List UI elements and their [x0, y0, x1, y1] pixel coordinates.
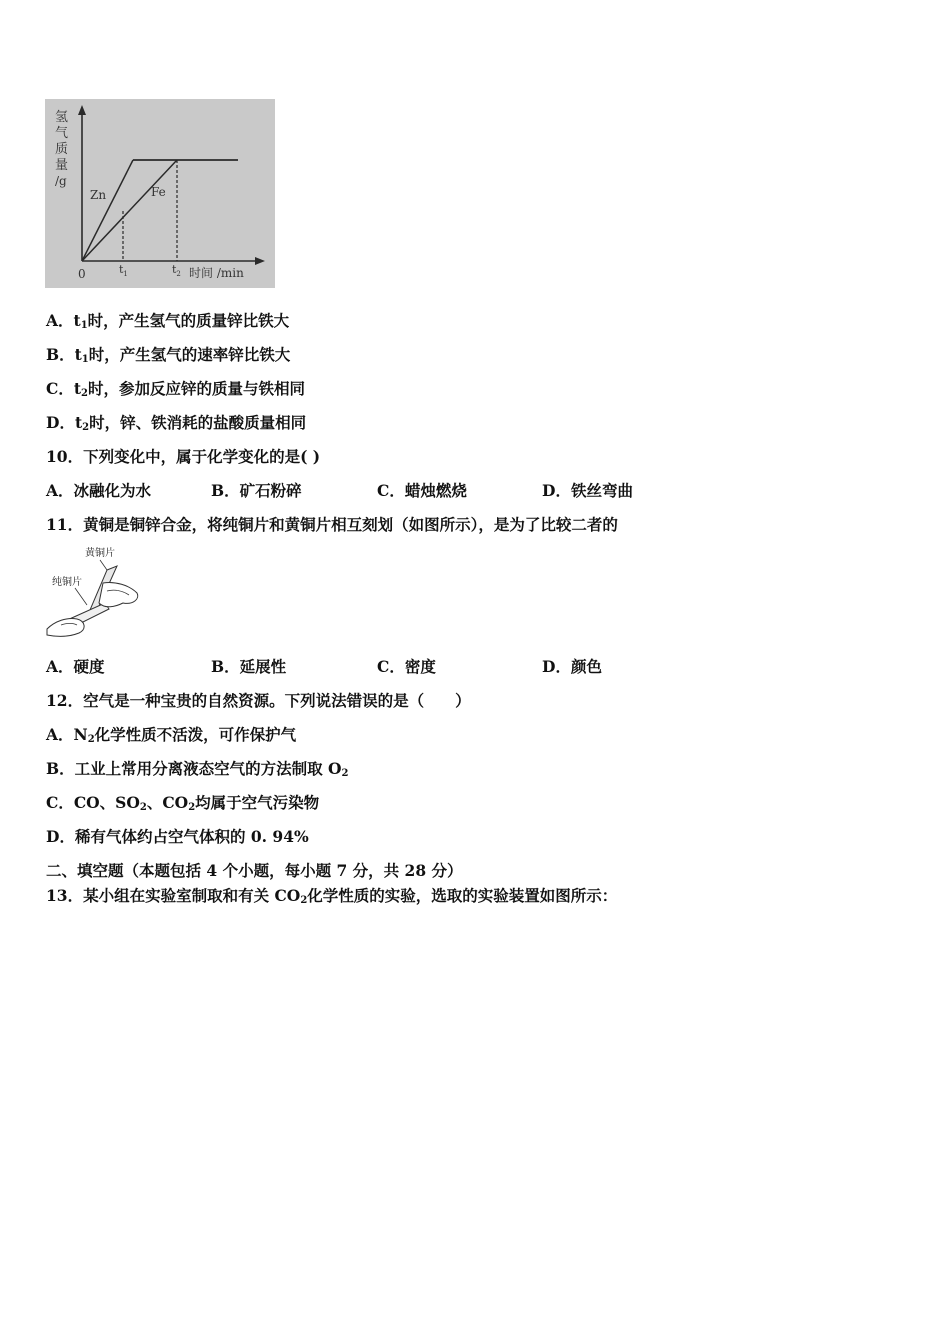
right-hand [99, 582, 138, 606]
q10-option-c: C．蜡烛燃烧 [377, 481, 467, 500]
graph-svg [45, 99, 275, 288]
zn-label: Zn [90, 188, 107, 202]
q11-option-b: B．延展性 [211, 657, 287, 676]
y-label-unit: /g [55, 174, 67, 188]
y-label-char-3: 质 [55, 142, 69, 157]
t2-label: $t_2$ [172, 263, 181, 278]
q10-option-d: D．铁丝弯曲 [542, 481, 633, 500]
y-label-char-1: 氢 [55, 110, 69, 125]
fe-label: Fe [151, 185, 166, 199]
q9-option-d: D．$t_2$时，锌、铁消耗的盐酸质量相同 [46, 413, 307, 433]
q12-option-a: A．$N_2$化学性质不活泼，可作保护气 [46, 725, 297, 745]
q11-option-c: C．密度 [377, 657, 436, 676]
q10-option-a: A．冰融化为水 [46, 481, 152, 500]
q12-option-b: B．工业上常用分离液态空气的方法制取 $O_2$ [46, 759, 349, 779]
pure-copper-label: 纯铜片 [52, 577, 82, 588]
brass-pointer [100, 560, 107, 570]
q11-options [46, 657, 866, 677]
copper-scratch-figure [45, 543, 145, 639]
q9-option-b: B．$t_1$时，产生氢气的速率锌比铁大 [46, 345, 291, 365]
q9-option-a: A．$t_1$时，产生氢气的质量锌比铁大 [46, 311, 290, 331]
hydrogen-mass-graph [45, 99, 275, 288]
q11-option-d: D．颜色 [542, 657, 602, 676]
q12-option-d: D．稀有气体约占空气体积的 0. 94% [46, 827, 309, 846]
q10-option-b: B．矿石粉碎 [211, 481, 302, 500]
q12-option-c: C．CO、$SO_2$、$CO_2$均属于空气污染物 [46, 793, 320, 813]
q13-stem: 13．某小组在实验室制取和有关 $CO_2$化学性质的实验，选取的实验装置如图所示： [46, 886, 618, 906]
y-label-char-4: 量 [55, 158, 69, 173]
q10-options [46, 481, 866, 501]
left-hand [47, 618, 84, 636]
x-axis-label: 时间 /min [189, 266, 244, 280]
t1-label: $t_1$ [119, 263, 128, 278]
q9-option-c: C．$t_2$时，参加反应锌的质量与铁相同 [46, 379, 305, 399]
origin-label: 0 [78, 267, 86, 281]
section-2-heading: 二、填空题（本题包括 4 个小题，每小题 7 分，共 28 分） [46, 861, 463, 880]
brass-label: 黄铜片 [85, 548, 115, 559]
q11-option-a: A．硬度 [46, 657, 105, 676]
y-label-char-2: 气 [55, 126, 69, 141]
q10-stem: 10．下列变化中，属于化学变化的是( ) [46, 447, 321, 466]
q11-stem: 11．黄铜是铜锌合金，将纯铜片和黄铜片相互刻划（如图所示），是为了比较二者的 [46, 515, 618, 534]
q12-stem: 12．空气是一种宝贵的自然资源。下列说法错误的是（ ） [46, 691, 471, 710]
pure-pointer [75, 588, 87, 605]
copper-figure-svg [45, 543, 145, 639]
